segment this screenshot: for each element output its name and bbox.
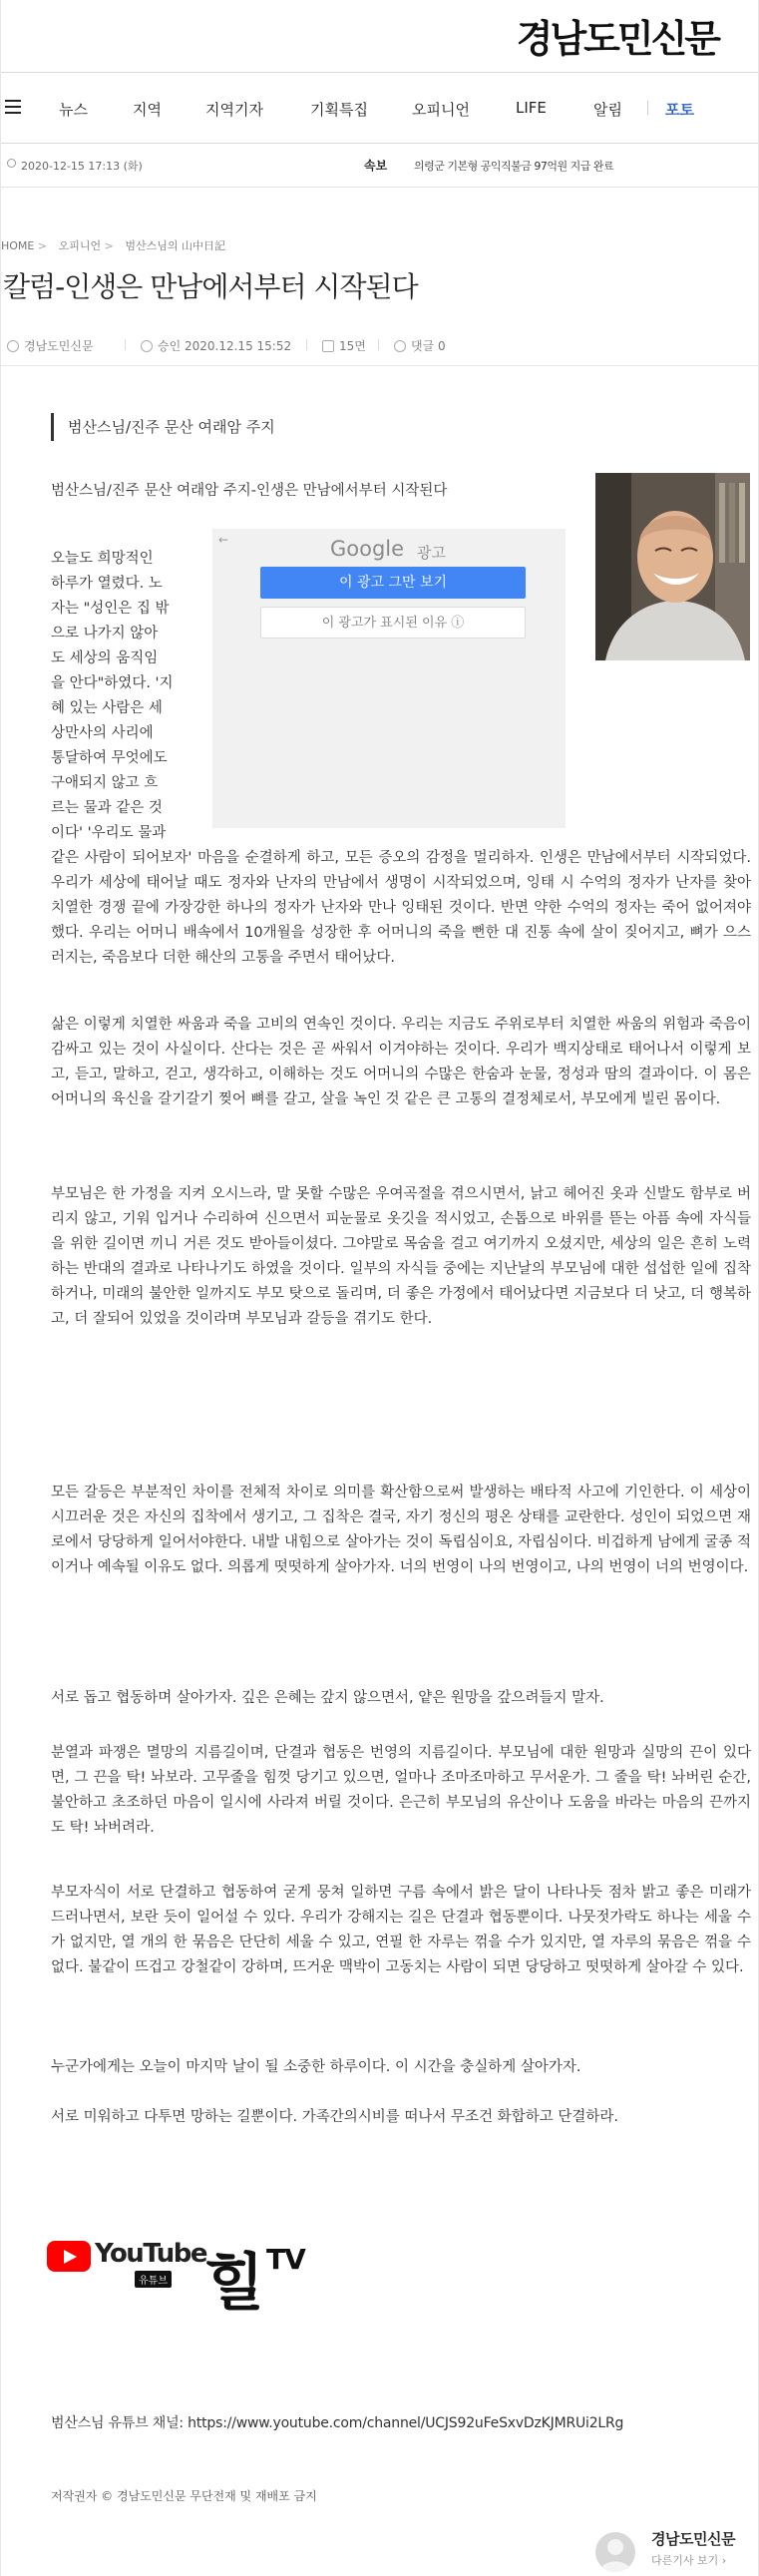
intro-line: 도 세상의 움직임: [51, 650, 159, 666]
copyright-notice: 저작권자 © 경남도민신문 무단전재 및 재배포 금지: [51, 2489, 317, 2503]
meta-comments[interactable]: [394, 337, 446, 354]
nav-item-region-reporter[interactable]: 지역기자: [205, 101, 263, 119]
meta-page: [322, 337, 366, 354]
approved-date: 승인 2020.12.15 15:52: [158, 339, 292, 353]
breaking-news-label: 속보: [364, 159, 388, 173]
user-icon: [7, 340, 19, 352]
nav-item-notice[interactable]: 알림: [593, 101, 622, 119]
heal-calligraphy: 힐: [204, 2246, 264, 2319]
comment-icon: [394, 340, 406, 352]
article-title: 칼럼-인생은 만남에서부터 시작된다: [3, 270, 418, 303]
breadcrumb-opinion[interactable]: 오피니언: [58, 239, 102, 252]
youtube-channel-link[interactable]: 범산스님 유튜브 채널: https://www.youtube.com/channel/UCJS92uFeSxvDzKJMRUi2LRg: [51, 2415, 624, 2431]
intro-line: 구애되지 않고 흐: [51, 775, 159, 791]
heal-tv-logo: [204, 2231, 314, 2331]
breadcrumb: [1, 237, 225, 253]
article-paragraph: 서로 미워하고 다투면 망하는 길뿐이다. 가족간의시비를 떠나서 무조건 화합하고 단결하라.: [51, 2109, 618, 2125]
comment-count: 댓글 0: [411, 339, 446, 353]
article-byline: 범산스님/진주 문산 여래암 주지: [51, 413, 275, 441]
why-this-ad-button[interactable]: 이 광고가 표시된 이유 ⓘ: [260, 607, 526, 639]
author-card-name[interactable]: 경남도민신문: [651, 2530, 735, 2548]
article-intro-column: [51, 547, 200, 846]
nav-divider: [647, 101, 648, 115]
avatar: [595, 2532, 635, 2572]
intro-line: 르는 물과 같은 것: [51, 800, 163, 816]
nav-item-feature[interactable]: 기획특집: [310, 101, 368, 119]
main-nav: [1, 72, 758, 144]
intro-line: 혜 있는 사람은 세: [51, 700, 163, 716]
intro-line: 을 안다"하였다. '지: [51, 675, 174, 691]
intro-line: 통달하여 무엇에도: [51, 750, 168, 766]
nav-item-opinion[interactable]: 오피니언: [412, 101, 470, 119]
meta-divider: [306, 339, 307, 350]
youtube-play-icon: [47, 2241, 91, 2272]
article-paragraph: 부모님은 한 가정을 지켜 오시느라, 말 못할 수많은 우여곡절을 겪으시면서, 낡고 헤어진 옷과 신발도 함부로 버리지 않고, 기워 입거나 수리하여 신으면서 피눈물로 옷깃을 적시었고, 손톱으로 바위를 뜯는 아픔 속에 자식들을 위한 길이면 끼니 거른 것도 받아들이셨다. 그야말로 목숨을 걸고 여기까지 오셨지만, 세상의 일은 흔히 노력하는 반대의 결과로 나타나기도 하였을 것이다. 일부의 자식들 중에는 지난날의 부모님에 대한 섭섭한 일에 집착하거나, 미래의 불안한 일까지도 부모 탓으로 돌리며, 더 좋은 가정에서 태어났다면 지금보다 더 낫고, 더 행복하고, 더 잘되어 있었을 것이라며 부모님과 갈등을 겪기도 한다.: [51, 1186, 751, 1327]
intro-line: 하루가 열렸다. 노: [51, 576, 163, 592]
google-ad-panel: [212, 529, 566, 828]
youtube-logo: [47, 2237, 206, 2287]
top-info-bar: [1, 144, 758, 188]
article-paragraph: 서로 돕고 협동하며 살아가자. 깊은 은혜는 갚지 않으면서, 얕은 원망을 갚으려들지 말자.: [51, 1690, 604, 1706]
article-paragraph: 모든 갈등은 부분적인 차이를 전체적 차이로 의미를 확산함으로써 발생하는 배타적 사고에 기인한다. 이 세상이 시끄러운 것은 자신의 집착에서 생기고, 그 집착은 결국, 자기 정신의 평온 상태를 교란한다. 성인이 되었으면 재로에서 당당하게 일어서야한다. 내발 내힘으로 살아가는 것이 독립심이요, 자립심이다. 비겁하게 남에게 굴종 적이거나 예속될 이유도 없다. 의롭게 떳떳하게 살아가자. 너의 번영이 나의 번영이고, 나의 번영이 너의 번영이다.: [51, 1485, 751, 1575]
breadcrumb-section[interactable]: 범산스님의 山中日記: [125, 239, 225, 252]
portrait-illustration: [595, 473, 750, 660]
current-date: 2020-12-15 17:13 (화): [21, 160, 143, 173]
breadcrumb-separator: >: [37, 239, 48, 252]
author-card: [595, 2526, 759, 2576]
youtube-wordmark: YouTube: [95, 2239, 206, 2269]
meta-author[interactable]: [7, 337, 94, 354]
article-paragraph: 부모자식이 서로 단결하고 협동하여 굳게 뭉쳐 일하면 구름 속에서 밝은 달이 나타나듯 점차 밝고 좋은 미래가 드러나면서, 보란 듯이 일어설 수 있다. 우리가 강해지는 길은 단결과 협동뿐이다. 나뭇젓가락도 하나는 세울 수가 없지만, 열 개의 한 묶음은 단단히 세울 수 있고, 연필 한 자루는 꺾을 수가 있지만, 열 자루의 묶음은 꺾을 수 없다. 불같이 뜨겁고 강철같이 강하며, 뜨거운 맥박이 고동치는 사람이 되면 당당하고 떳떳하게 살아갈 수 있다.: [51, 1885, 751, 1975]
article-paragraph: 누군가에게는 오늘이 마지막 날이 될 소중한 하루이다. 이 시간을 충실하게 살아가자.: [51, 2059, 581, 2075]
ad-label: 광고: [417, 544, 446, 562]
meta-divider-line: [1, 365, 758, 366]
clock-icon: [141, 340, 153, 352]
article-lead: 범산스님/진주 문산 여래암 주지-인생은 만남에서부터 시작된다: [51, 483, 448, 499]
article-paragraph: 삶은 이렇게 치열한 싸움과 죽을 고비의 연속인 것이다. 우리는 지금도 주위로부터 치열한 싸움의 위험과 죽음이 감싸고 있는 것이 사실이다. 산다는 것은 곧 싸워서 이겨야하는 것이다. 우리가 백지상태로 태어나서 이렇게 보고, 듣고, 말하고, 걷고, 생각하고, 이해하는 것도 어머니의 수많은 한숨과 눈물, 정성과 땀의 결과이다. 이 몸은 어머니의 육신을 갈기갈기 찢어 뼈를 갈고, 살을 녹인 것 같은 큰 고통의 결정체로서, 부모에게 빌린 몸이다.: [51, 1017, 751, 1107]
breadcrumb-home[interactable]: HOME: [1, 239, 35, 252]
stop-ad-button[interactable]: 이 광고 그만 보기: [260, 567, 526, 599]
article-paragraph: 분열과 파쟁은 멸망의 지름길이며, 단결과 협동은 번영의 지름길이다. 부모님에 대한 원망과 실망의 끈이 있다면, 그 끈을 탁! 놔보라. 고무줄을 힘껏 당기고 있으면, 얼마나 조마조마하고 무서운가. 그 줄을 탁! 놔버린 순간, 불안하고 초조하던 마음이 일시에 사라져 버릴 것이다. 은근히 부모님의 유산이나 도움을 바라는 마음의 끈까지도 탁! 놔버려라.: [51, 1745, 751, 1836]
nav-item-life[interactable]: LIFE: [516, 99, 547, 117]
nav-item-photo[interactable]: 포토: [665, 101, 694, 119]
intro-line: 으로 나가지 않아: [51, 626, 159, 642]
back-arrow-icon[interactable]: ←: [218, 533, 229, 547]
intro-line: 오늘도 희망적인: [51, 551, 154, 567]
menu-icon[interactable]: [5, 100, 21, 114]
intro-line: 자는 "성인은 집 밖: [51, 601, 170, 617]
nav-item-region[interactable]: 지역: [133, 101, 162, 119]
youtube-korean-label: 유튜브: [135, 2271, 172, 2288]
meta-approved: [141, 337, 291, 354]
author-more-articles-link[interactable]: 다른기사 보기 ›: [651, 2554, 727, 2567]
site-logo[interactable]: 경남도민신문: [516, 17, 718, 61]
clock-icon: [7, 159, 16, 168]
avatar-placeholder-icon: [595, 2532, 635, 2572]
google-logo: Google: [330, 537, 405, 561]
author-name: 경남도민신문: [24, 339, 94, 353]
breadcrumb-separator: >: [104, 239, 114, 252]
meta-divider: [125, 339, 126, 350]
intro-line: 이다' '우리도 물과: [51, 825, 167, 841]
heal-tv-text: TV: [266, 2243, 305, 2276]
intro-line: 상만사의 사리에: [51, 725, 154, 741]
breaking-news-link[interactable]: 의령군 기본형 공익직불금 97억원 지급 완료: [414, 160, 614, 173]
newspaper-icon: [322, 340, 334, 352]
meta-divider: [378, 339, 379, 350]
article-paragraph: 같은 사람이 되어보자' 마음을 순결하게 하고, 모든 증오의 감정을 멀리하자. 인생은 만남에서부터 시작되었다. 우리가 세상에 태어날 때도 정자와 난자의 만남에서 생명이 시작되었으며, 잉태 시 수억의 정자가 난자를 찾아 치열한 경쟁 끝에 가장강한 하나의 정자가 난자와 만나 잉태된 것이다. 반면 약한 수억의 정자는 죽어 없어져야했다. 우리는 어머니 배속에서 10개월을 성장한 후 어머니의 죽을 뻔한 대 진통 속에 살이 짖어지고, 뼈가 으스러지는, 죽음보다 더한 해산의 고통을 주면서 태어났다.: [51, 850, 751, 966]
author-photo: [595, 473, 750, 660]
site-header: [1, 0, 758, 72]
page-number: 15면: [339, 339, 366, 353]
nav-item-news[interactable]: 뉴스: [59, 101, 88, 119]
